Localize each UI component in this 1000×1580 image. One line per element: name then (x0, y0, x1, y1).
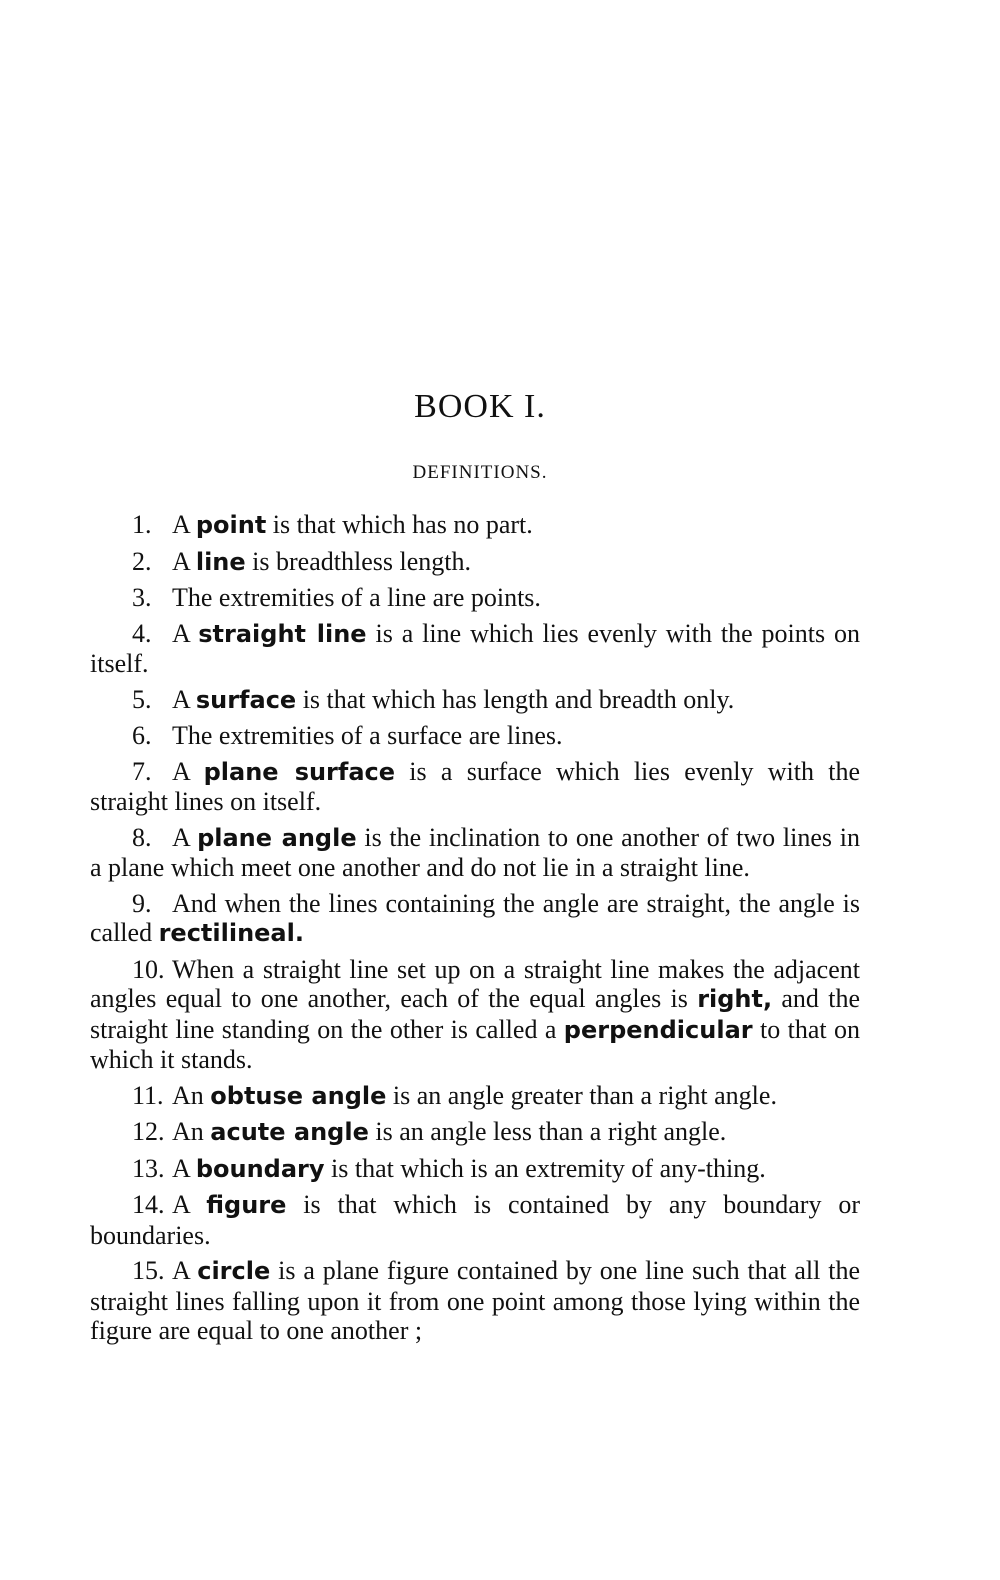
definition-number: 3. (132, 583, 152, 612)
definition-text: A (172, 684, 196, 714)
definition-text: A (172, 510, 196, 539)
definition-13 (90, 1154, 860, 1185)
defined-term: plane surface (203, 757, 396, 786)
definition-number: 11. (132, 1080, 164, 1110)
definition-text: A (172, 1153, 196, 1183)
defined-term: boundary (195, 1154, 325, 1183)
definition-7 (90, 757, 860, 817)
definitions-list (90, 510, 860, 1352)
definition-number: 13. (132, 1153, 165, 1183)
definition-text: is that which has length and breadth only. (296, 684, 735, 714)
defined-term: surface (195, 685, 297, 714)
definition-text: and the straight line standing on the other is called a (90, 984, 860, 1044)
definition-text: The extremities of a line are points. (172, 583, 541, 612)
definition-text: is a plane figure contained by one line such that all the straight lines falling upon it from one point among those lying within the figure are equal to one another ; (90, 1256, 860, 1345)
definition-text: A (172, 618, 199, 648)
definition-4 (90, 619, 860, 679)
defined-term: line (195, 547, 246, 576)
definition-number: 15. (132, 1256, 165, 1285)
definition-text: is an angle less than a right angle. (368, 1117, 727, 1146)
definition-14 (90, 1190, 860, 1250)
definition-number: 12. (132, 1117, 165, 1146)
book-title: BOOK I. (414, 388, 546, 425)
definition-text: And when the lines containing the angle are straight, the angle is called (90, 888, 860, 947)
definition-text: A (172, 1256, 198, 1285)
defined-term: circle (197, 1257, 271, 1285)
defined-term: straight line (198, 619, 367, 648)
definition-6 (90, 721, 860, 751)
definition-11 (90, 1081, 860, 1112)
definition-number: 5. (132, 684, 152, 714)
definition-text: is an angle greater than a right angle. (386, 1080, 777, 1110)
definition-text: The extremities of a surface are lines. (172, 721, 563, 750)
definition-text: A (172, 822, 198, 852)
defined-term: plane angle (197, 823, 357, 852)
defined-term: obtuse angle (210, 1081, 387, 1110)
definition-text: An (172, 1080, 211, 1110)
definition-2 (90, 547, 860, 578)
definition-text: is that which has no part. (266, 510, 533, 539)
defined-term: point (195, 511, 267, 539)
definition-3 (90, 583, 860, 613)
section-title: DEFINITIONS. (412, 462, 548, 483)
definition-text: A (172, 756, 204, 786)
definition-number: 6. (132, 721, 152, 750)
definition-15 (90, 1256, 860, 1346)
definition-number: 10. (132, 954, 165, 984)
definition-8 (90, 823, 860, 883)
definition-text: When a straight line set up on a straight line makes the adjacent angles equal to one another, each of the equal angles is (90, 954, 860, 1013)
definition-text: is the inclination to one another of two lines in a plane which meet one another and do not lie in a straight line. (90, 822, 860, 882)
definition-number: 14. (132, 1190, 165, 1219)
definition-text: is that which is contained by any boundary or boundaries. (90, 1190, 860, 1250)
definition-5 (90, 685, 860, 716)
defined-term: right, (697, 985, 773, 1013)
definition-text: to that on which it stands. (90, 1014, 860, 1074)
definition-text: An (172, 1117, 211, 1146)
defined-term: rectilineal. (158, 919, 304, 947)
definition-number: 1. (132, 510, 152, 539)
definition-number: 2. (132, 546, 152, 576)
definition-9 (90, 889, 860, 949)
defined-term: perpendicular (563, 1015, 753, 1044)
definition-text: A (172, 546, 196, 576)
definition-1 (90, 510, 860, 541)
definition-12 (90, 1117, 860, 1148)
definition-number: 9. (132, 888, 152, 918)
definition-text: is a surface which lies evenly with the straight lines on itself. (90, 756, 861, 816)
definition-number: 7. (132, 756, 152, 786)
defined-term: figure (206, 1191, 287, 1219)
definition-number: 8. (132, 822, 152, 852)
definition-text: is a line which lies evenly with the points on itself. (90, 618, 861, 678)
definition-number: 4. (132, 618, 152, 648)
defined-term: acute angle (210, 1118, 369, 1146)
definition-text: A (172, 1190, 207, 1219)
definition-10 (90, 955, 860, 1075)
definition-text: is that which is an extremity of any-thing. (324, 1153, 766, 1183)
definition-text: is breadthless length. (245, 546, 471, 576)
